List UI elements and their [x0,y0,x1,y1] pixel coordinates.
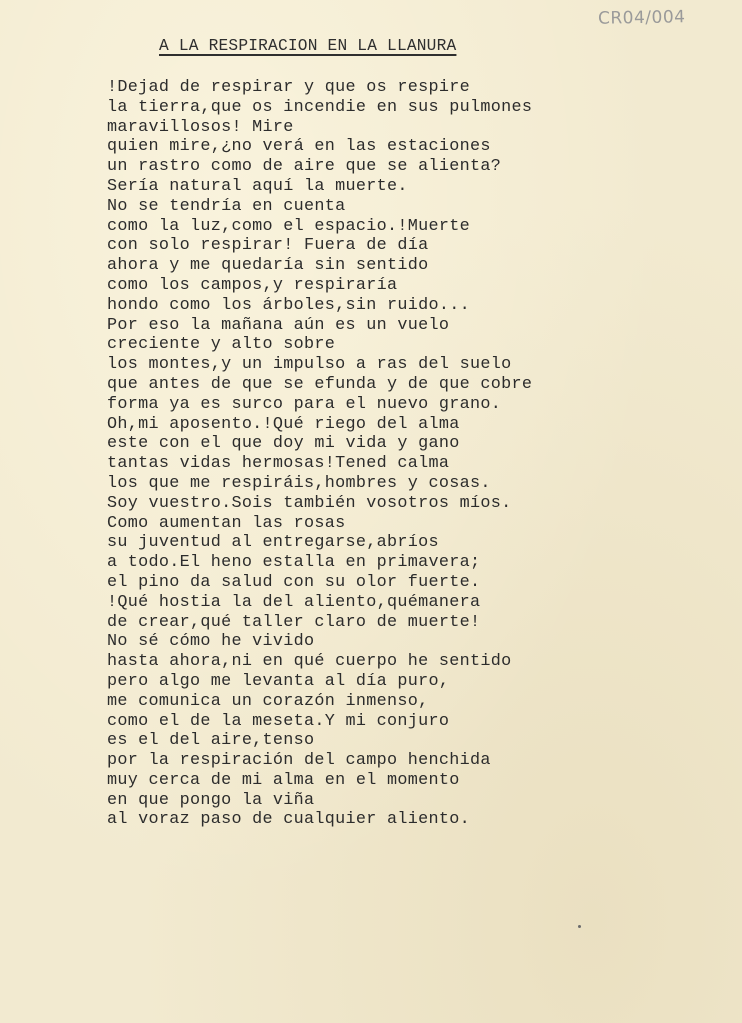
poem-line: en que pongo la viña [107,790,315,810]
poem-line: maravillosos! Mire [107,117,294,137]
poem-line: con solo respirar! Fuera de día [107,236,429,256]
poem-line: hondo como los árboles,sin ruido... [107,295,470,315]
poem-line: No se tendría en cuenta [107,196,346,216]
poem-line: me comunica un corazón inmenso, [107,691,429,711]
poem-line: !Dejad de respirar y que os respire [107,78,470,97]
poem-line: por la respiración del campo henchida [107,751,491,771]
poem-body [107,78,532,830]
poem-line: pero algo me levanta al día puro, [107,671,450,691]
poem-line: su juventud al entregarse,abríos [107,533,439,553]
poem-line: un rastro como de aire que se alienta? [107,157,502,177]
poem-line: a todo.El heno estalla en primavera; [107,553,481,573]
poem-line: este con el que doy mi vida y gano [107,434,460,454]
poem-line: al voraz paso de cualquier aliento. [107,810,470,830]
poem-line: Como aumentan las rosas [107,513,346,533]
paper-speck [578,925,581,928]
poem-line: que antes de que se efunda y de que cobre [107,374,533,394]
poem-line: Por eso la mañana aún es un vuelo [107,315,450,335]
poem-line: los que me respiráis,hombres y cosas. [107,473,491,493]
poem-line: hasta ahora,ni en qué cuerpo he sentido [107,652,512,672]
poem-line: los montes,y un impulso a ras del suelo [107,355,512,375]
poem-title: A LA RESPIRACION EN LA LLANURA [159,37,457,55]
poem-line: como la luz,como el espacio.!Muerte [107,216,470,236]
poem-line: !Qué hostia la del aliento,quémanera [107,592,481,612]
poem-line: muy cerca de mi alma en el momento [107,770,460,790]
poem-line: creciente y alto sobre [107,335,336,355]
poem-line: Sería natural aquí la muerte. [107,176,408,196]
poem-line: forma ya es surco para el nuevo grano. [107,394,502,414]
poem-line: ahora y me quedaría sin sentido [107,256,429,276]
poem-line: como el de la meseta.Y mi conjuro [107,711,450,731]
poem-line: Oh,mi aposento.!Qué riego del alma [107,414,460,434]
poem-line: es el del aire,tenso [107,731,315,751]
poem-line: el pino da salud con su olor fuerte. [107,572,481,592]
poem-line: de crear,qué taller claro de muerte! [107,612,481,632]
poem-line: Soy vuestro.Sois también vosotros míos. [107,493,512,513]
archive-reference: CR04/004 [597,7,686,29]
poem-line: No sé cómo he vivido [107,632,315,652]
poem-line: quien mire,¿no verá en las estaciones [107,137,491,157]
poem-line: como los campos,y respiraría [107,275,398,295]
poem-line: tantas vidas hermosas!Tened calma [107,454,450,474]
poem-line: la tierra,que os incendie en sus pulmones [107,97,533,117]
